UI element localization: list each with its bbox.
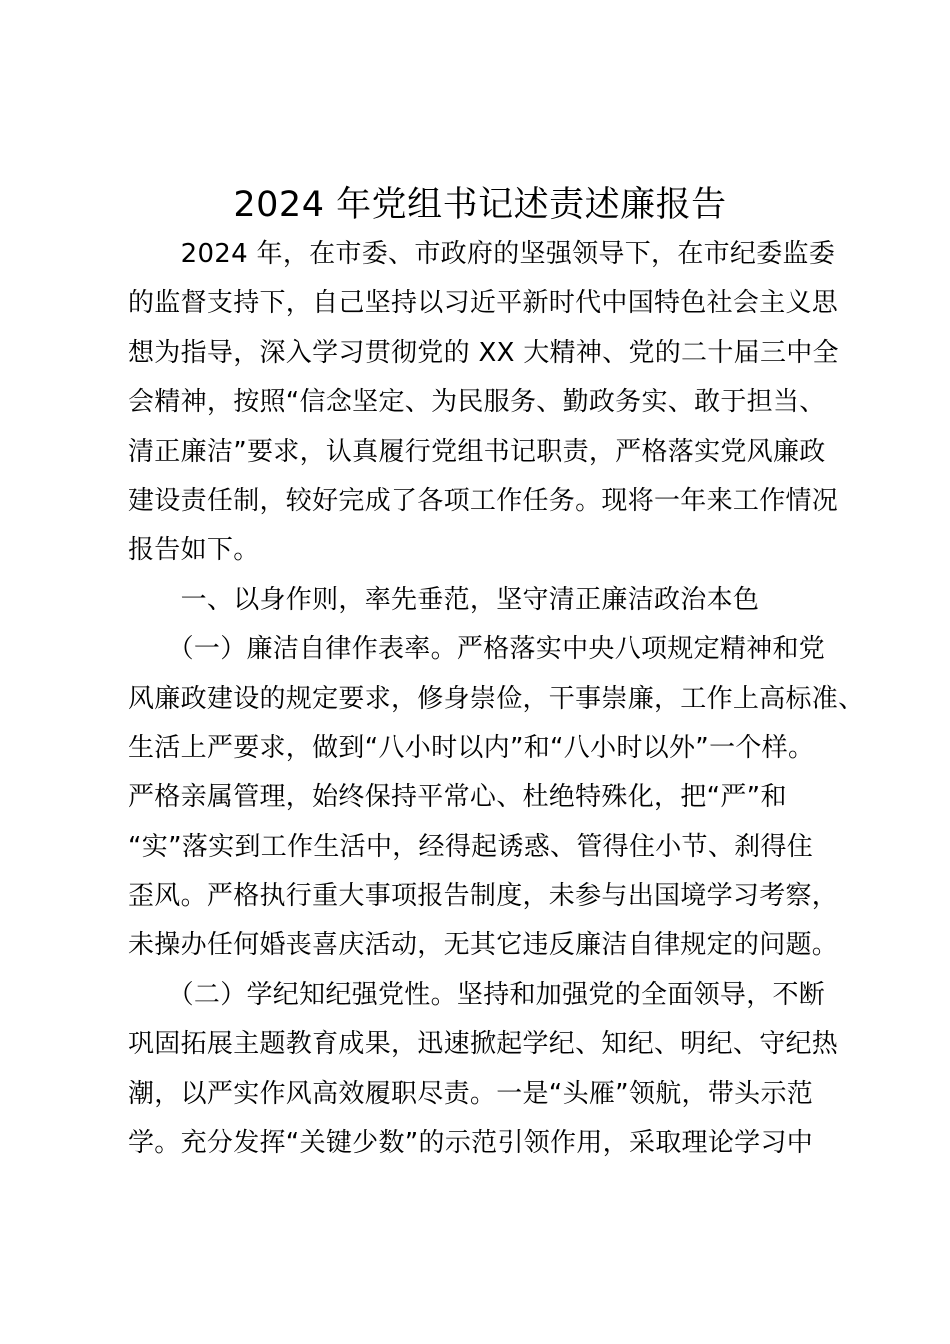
- text-line: （一）廉洁自律作表率。严格落实中央八项规定精神和党: [128, 634, 826, 665]
- text-line: 清正廉洁”要求，认真履行党组书记职责，严格落实党风廉政: [128, 436, 826, 467]
- text-line: 2024 年，在市委、市政府的坚强领导下，在市纪委监委: [128, 239, 836, 269]
- text-line: 生活上严要求，做到“八小时以内”和“八小时以外”一个样。: [128, 732, 815, 763]
- text-line: （二）学纪知纪强党性。坚持和加强党的全面领导，不断: [128, 979, 826, 1010]
- section-heading-1: [128, 580, 838, 629]
- document-title: 2024 年党组书记述责述廉报告: [233, 185, 727, 225]
- text-line: 想为指导，深入学习贯彻党的 XX 大精神、党的二十届三中全: [128, 337, 839, 368]
- text-line: 歪风。严格执行重大事项报告制度，未参与出国境学习考察，: [128, 881, 839, 912]
- text-line: 未操办任何婚丧喜庆活动，无其它违反廉洁自律规定的问题。: [128, 930, 839, 961]
- paragraph-1-2: [128, 975, 838, 1173]
- text-line: 建设责任制，较好完成了各项工作任务。现将一年来工作情况: [128, 485, 839, 516]
- text-line: 风廉政建设的规定要求，修身崇俭，干事崇廉，工作上高标准、: [128, 683, 865, 714]
- text-line: 学。充分发挥“关键少数”的示范引领作用，采取理论学习中: [128, 1128, 814, 1159]
- paragraph-1-1: [128, 629, 865, 975]
- text-line: 会精神，按照“信念坚定、为民服务、勤政务实、敢于担当、: [128, 387, 826, 418]
- paragraph-intro: [128, 234, 838, 580]
- text-line: 报告如下。: [128, 535, 260, 566]
- text-line: 巩固拓展主题教育成果，迅速掀起学纪、知纪、明纪、守纪热: [128, 1029, 839, 1060]
- section-heading-line: 一、以身作则，率先垂范，坚守清正廉洁政治本色: [128, 584, 760, 615]
- document-body: [128, 234, 865, 1172]
- text-line: 严格亲属管理，始终保持平常心、杜绝特殊化，把“严”和: [128, 782, 787, 813]
- text-line: 的监督支持下，自己坚持以习近平新时代中国特色社会主义思: [128, 288, 839, 319]
- text-line: “实”落实到工作生活中，经得起诱惑、管得住小节、刹得住: [128, 831, 814, 862]
- text-line: 潮，以严实作风高效履职尽责。一是“头雁”领航，带头示范: [128, 1078, 814, 1109]
